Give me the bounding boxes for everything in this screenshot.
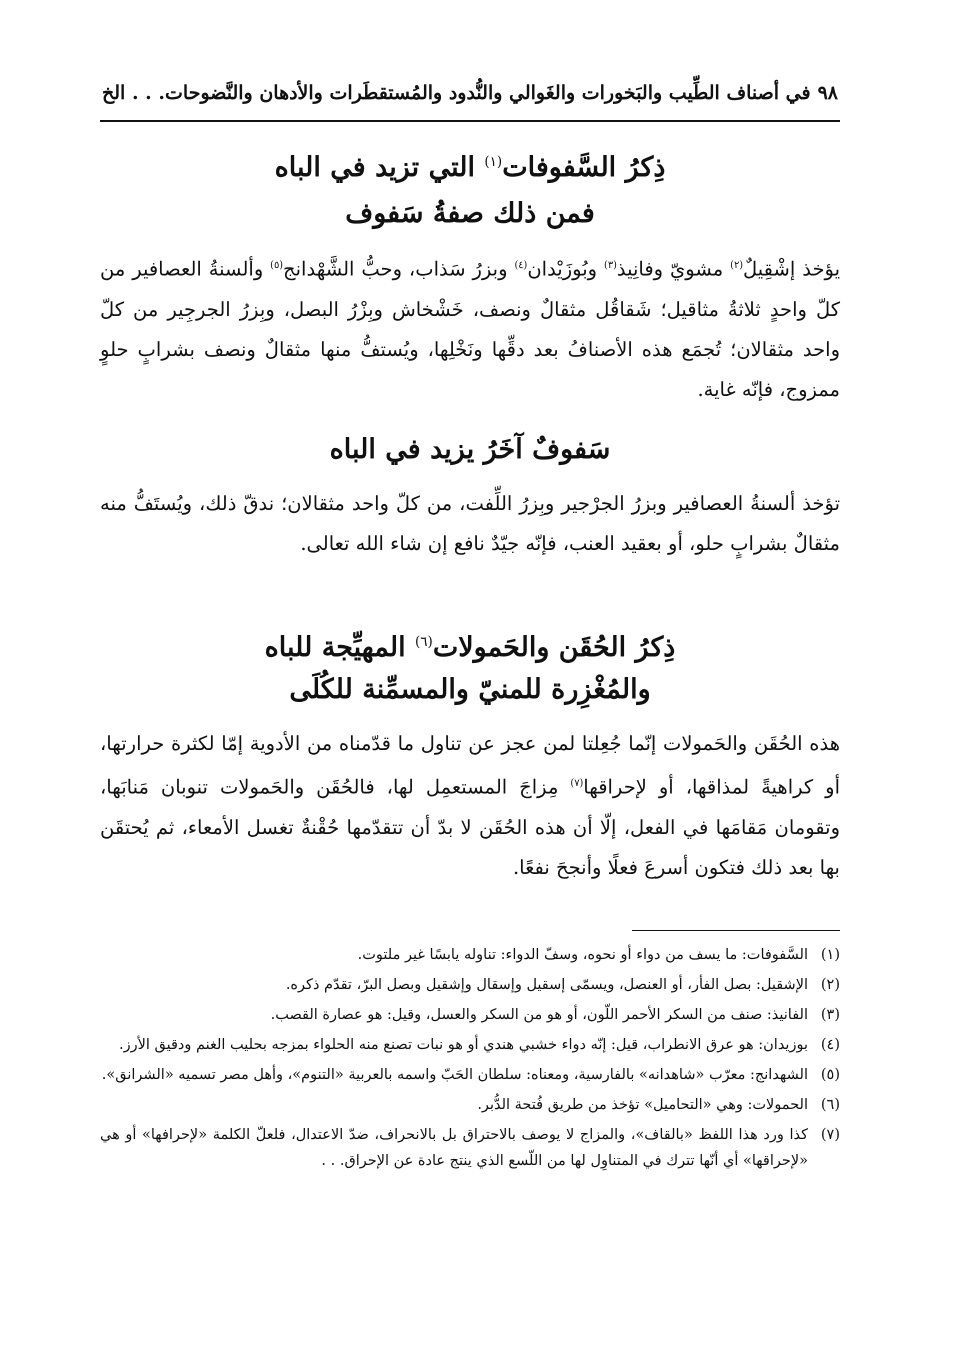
text-run: وبزرُ سَذاب، وحبُّ الشَّهْدانج bbox=[283, 257, 515, 281]
footnote-number: (٣) bbox=[820, 1007, 840, 1023]
text-run: هذه الحُقَن والحَمولات إنّما جُعِلتا لمن عجز عن تناول ما قدّمناه من الأدوية إمّا لكثرة حرارتها، أو كراهيةً لمذاقها، أو لإحراقها bbox=[100, 732, 841, 799]
footnote-ref-3: (٣) bbox=[604, 260, 617, 271]
footnote-text: الحمولات: وهي «التحاميل» تؤخذ من طريق فُتحة الدُّبر. bbox=[477, 1097, 808, 1113]
footnote-ref-6: (٦) bbox=[414, 634, 433, 650]
footnote-3 bbox=[100, 1002, 840, 1028]
footnote-ref-4: (٤) bbox=[514, 260, 528, 271]
section-3-title-text: ذِكرُ الحُقَن والحَمولات bbox=[432, 632, 676, 663]
footnote-number: (٥) bbox=[820, 1067, 840, 1083]
footnote-number: (٦) bbox=[820, 1097, 840, 1113]
footnote-text: بوزيدان: هو عرق الانطراب، قيل: إنّه دواء خشبي هندي أو هو نبات تصنع منه الحلواء بمزجه بحليب الغنم ودقيق الأرز. bbox=[118, 1037, 808, 1053]
footnote-ref-2: (٢) bbox=[730, 260, 744, 271]
section-3-title bbox=[100, 618, 840, 672]
section-1-subtitle: فمن ذلك صفةُ سَفوف bbox=[345, 198, 595, 229]
text-run: مِزاجَ المستعمِل لها، فالحُقَن والحَمولات تنوبان مَنابَها، وتقومان مَقامَها في الفعل، إلّا أن هذه الحُقَن لا بدّ أن تتقدّمها حُقْنةٌ تغسل الأمعاء، ثم يُحتقَن بها بعد ذلك فتكون أسرعَ فعلًا وأنجحَ نفعًا. bbox=[100, 775, 840, 879]
section-1-paragraph bbox=[100, 246, 840, 410]
footnote-number: (٧) bbox=[820, 1127, 840, 1143]
page-number: ٩٨ bbox=[817, 82, 838, 104]
section-3-paragraph bbox=[100, 724, 840, 888]
running-header bbox=[102, 82, 838, 104]
section-1-title-end: التي تزيد في الباه bbox=[274, 152, 485, 183]
text-run: وألسنةُ العصافير من كلّ واحدٍ ثلاثةُ مثاقيل؛ شَقاقُل مثقالٌ ونصف، خَشْخاش وبِزْرُ البصل، وبِزرُ الجرجِير من كلّ واحد مثقالان؛ تُجمَع هذه الأصنافُ بعد دقِّها ونَخْلِها، ويُستفُّ منها مثقالٌ ونصف بشرابٍ حلوٍ ممزوج، فإنّه غاية. bbox=[100, 257, 840, 401]
footnote-text: كذا ورد هذا اللفظ «بالقاف»، والمزاج لا يوصف بالاحتراق بل بالانحراف، ضدّ الاعتدال، فلعلّ الكلمة «لإحرافها» أو هي «لإحراقها» أي أنّها تترك في المتناوِل لها من اللّسع الذي ينتج عادة عن الإحراق. . . bbox=[100, 1127, 808, 1169]
running-title: في أصناف الطِّيب والبَخورات والغَوالي والنُّدود والمُستقطَرات والأدهان والنَّضوحات. . . الخ bbox=[102, 82, 811, 104]
footnote-text: السَّفوفات: ما يسف من دواء أو نحوه، وسفّ الدواء: تناوله يابسًا غير ملتوت. bbox=[357, 947, 808, 963]
footnote-ref-7: (٧) bbox=[570, 778, 584, 789]
text-run: وبُوزَيْدان bbox=[527, 257, 604, 281]
footnote-7 bbox=[100, 1122, 840, 1174]
footnote-number: (١) bbox=[820, 947, 840, 963]
footnote-5 bbox=[100, 1062, 840, 1088]
section-1-title bbox=[100, 138, 840, 192]
footnote-6 bbox=[100, 1092, 840, 1118]
section-2-paragraph: تؤخذ ألسنةُ العصافير وبزرُ الجرْجير وبِزرُ اللِّفت، من كلّ واحد مثقالان؛ ندقّ ذلك، ويُستَفُّ منه مثقالٌ بشرابٍ حلو، أو بعقيد العنب، فإنّه جيّدٌ نافع إن شاء الله تعالى. bbox=[100, 492, 840, 555]
footnote-text: الفانيذ: صنف من السكر الأحمر اللّون، أو هو من السكر والعسل، وقيل: هو عصارة القصب. bbox=[270, 1007, 808, 1023]
footnote-ref-1: (١) bbox=[484, 154, 503, 170]
footnote-text: الإشقيل: بصل الفأر، أو العنصل، ويسمّى إسقيل وإسقال وإشقيل وبصل البرّ، تقدّم ذكره. bbox=[285, 977, 808, 993]
footnote-number: (٤) bbox=[820, 1037, 840, 1053]
footnote-separator bbox=[632, 930, 840, 931]
text-run: يؤخذ إشْقِيلٌ bbox=[743, 257, 841, 281]
section-2-title: سَفوفٌ آخَرُ يزيد في الباه bbox=[329, 434, 611, 465]
footnote-number: (٢) bbox=[820, 977, 840, 993]
footnote-2 bbox=[100, 972, 840, 998]
footnote-4 bbox=[100, 1032, 840, 1058]
footnote-text: الشهدانج: معرّب «شاهدانه» بالفارسية، ومعناه: سلطان الحَبّ واسمه بالعربية «التنوم»، وأهل مصر تسميه «الشرانق». bbox=[101, 1067, 808, 1083]
footnotes bbox=[100, 942, 840, 1178]
text-run: مشويّ وفانِيذ bbox=[616, 257, 731, 281]
section-1-title-text: ذِكرُ السَّفوفات bbox=[502, 152, 666, 183]
footnote-1 bbox=[100, 942, 840, 968]
section-3-title-end: المهيِّجة للباه bbox=[264, 632, 415, 663]
header-rule bbox=[100, 120, 840, 122]
footnote-ref-5: (٥) bbox=[270, 260, 284, 271]
section-3-subtitle: والمُغْزِرة للمنيّ والمسمِّنة للكُلَى bbox=[289, 674, 651, 705]
